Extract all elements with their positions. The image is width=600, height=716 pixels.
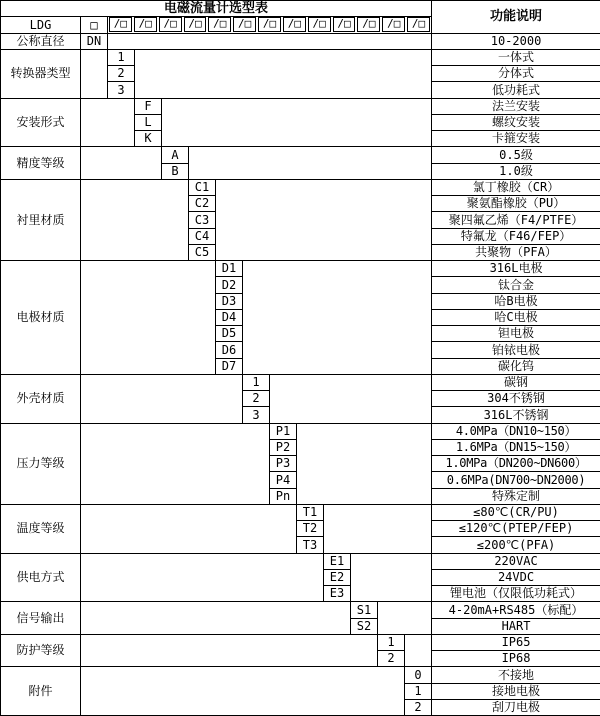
row-label-group: 电极材质	[1, 261, 81, 375]
model-box-row	[108, 17, 431, 32]
spacer-cell-right	[270, 374, 432, 423]
code-cell: 3	[108, 82, 135, 98]
model-code-box: /□	[159, 17, 182, 32]
model-code-box: /□	[357, 17, 380, 32]
model-code-box: /□	[333, 17, 356, 32]
code-cell: A	[162, 147, 189, 163]
spacer-cell-left	[81, 602, 351, 635]
code-cell: Pn	[270, 488, 297, 504]
spacer-cell-left	[81, 504, 297, 553]
spacer-cell-right	[324, 504, 432, 553]
desc-cell: 0.5级	[432, 147, 600, 163]
spacer-cell-right	[162, 98, 432, 147]
code-cell: S2	[351, 618, 378, 634]
desc-cell: 0.6MPa(DN700~DN2000)	[432, 472, 600, 488]
model-box-strip	[108, 17, 432, 33]
desc-cell: 卡箍安装	[432, 131, 600, 147]
code-cell: E2	[324, 569, 351, 585]
desc-cell: 低功耗式	[432, 82, 600, 98]
desc-cell: 4.0MPa（DN10~150）	[432, 423, 600, 439]
row-label-group: 附件	[1, 667, 81, 716]
desc-cell: 钽电极	[432, 326, 600, 342]
spacer-cell-left	[81, 98, 135, 147]
row-label-group: 外壳材质	[1, 374, 81, 423]
spacer-cell-left	[81, 147, 162, 180]
table-title: 电磁流量计选型表	[1, 1, 432, 17]
desc-cell: 24VDC	[432, 569, 600, 585]
spacer-cell-right	[243, 261, 432, 375]
desc-cell: IP68	[432, 651, 600, 667]
desc-cell: 316L电极	[432, 261, 600, 277]
code-cell: C4	[189, 228, 216, 244]
code-cell: 2	[405, 699, 432, 715]
desc-cell: 钛合金	[432, 277, 600, 293]
desc-cell: 铂铱电极	[432, 342, 600, 358]
code-cell-dn: DN	[81, 33, 108, 49]
row-label-group: 压力等级	[1, 423, 81, 504]
spacer-cell-right	[378, 602, 432, 635]
desc-cell: 碳化钨	[432, 358, 600, 374]
code-cell: B	[162, 163, 189, 179]
desc-cell: 共聚物（PFA）	[432, 244, 600, 260]
code-cell: 1	[405, 683, 432, 699]
model-code-box: /□	[283, 17, 306, 32]
desc-cell: 1.6MPa（DN15~150）	[432, 439, 600, 455]
code-cell: D3	[216, 293, 243, 309]
code-cell: T2	[297, 521, 324, 537]
spacer-cell-left	[81, 374, 243, 423]
desc-cell: 氯丁橡胶（CR）	[432, 179, 600, 195]
spacer-cell-right	[351, 553, 432, 602]
code-cell: P1	[270, 423, 297, 439]
model-code-box: /□	[233, 17, 256, 32]
spacer-cell-right	[135, 49, 432, 98]
desc-cell: 碳钢	[432, 374, 600, 390]
row-label-group: 转换器类型	[1, 49, 81, 98]
spacer-cell-left	[81, 49, 108, 98]
desc-cell: 法兰安装	[432, 98, 600, 114]
code-cell: E1	[324, 553, 351, 569]
desc-cell: 哈C电极	[432, 309, 600, 325]
desc-cell: 316L不锈钢	[432, 407, 600, 423]
code-cell: D4	[216, 309, 243, 325]
spacer-cell-left	[81, 553, 324, 602]
desc-cell: 接地电极	[432, 683, 600, 699]
code-cell: 2	[108, 66, 135, 82]
row-label-group: 防护等级	[1, 634, 81, 667]
desc-cell: 特氟龙（F46/FEP）	[432, 228, 600, 244]
spacer-cell-left	[81, 179, 189, 260]
desc-cell: 一体式	[432, 49, 600, 65]
code-cell: L	[135, 114, 162, 130]
code-cell: C2	[189, 196, 216, 212]
code-cell: 0	[405, 667, 432, 683]
code-cell: S1	[351, 602, 378, 618]
desc-cell: HART	[432, 618, 600, 634]
spacer-cell-left	[81, 423, 270, 504]
code-cell: C5	[189, 244, 216, 260]
desc-cell: 304不锈钢	[432, 391, 600, 407]
code-cell: P2	[270, 439, 297, 455]
row-label-group: 安装形式	[1, 98, 81, 147]
code-cell: E3	[324, 586, 351, 602]
spacer-cell-right	[216, 179, 432, 260]
code-cell: 2	[243, 391, 270, 407]
model-base-box: □	[81, 17, 108, 33]
model-code-box: /□	[208, 17, 231, 32]
code-cell: 2	[378, 651, 405, 667]
spacer-cell-left	[81, 667, 405, 716]
model-prefix: LDG	[1, 17, 81, 33]
function-header: 功能说明	[432, 1, 600, 34]
row-label-diameter: 公称直径	[1, 33, 81, 49]
model-code-box: /□	[407, 17, 430, 32]
desc-cell-diameter: 10-2000	[432, 33, 600, 49]
row-label-group: 衬里材质	[1, 179, 81, 260]
code-cell: D2	[216, 277, 243, 293]
spacer-cell-right	[405, 634, 432, 667]
desc-cell: 分体式	[432, 66, 600, 82]
code-cell: C3	[189, 212, 216, 228]
code-cell: D5	[216, 326, 243, 342]
desc-cell: 220VAC	[432, 553, 600, 569]
desc-cell: 不接地	[432, 667, 600, 683]
desc-cell: 1.0MPa（DN200~DN600）	[432, 456, 600, 472]
code-cell: P3	[270, 456, 297, 472]
code-cell: 1	[378, 634, 405, 650]
model-code-box: /□	[134, 17, 157, 32]
code-cell: T3	[297, 537, 324, 553]
model-code-box: /□	[308, 17, 331, 32]
desc-cell: 1.0级	[432, 163, 600, 179]
row-label-group: 供电方式	[1, 553, 81, 602]
desc-cell: 特殊定制	[432, 488, 600, 504]
desc-cell: 哈B电极	[432, 293, 600, 309]
spacer-cell-right	[297, 423, 432, 504]
spacer-cell-right	[189, 147, 432, 180]
row-label-group: 温度等级	[1, 504, 81, 553]
desc-cell: 聚四氟乙烯（F4/PTFE）	[432, 212, 600, 228]
code-cell: D7	[216, 358, 243, 374]
code-cell: 1	[243, 374, 270, 390]
desc-cell: 4-20mA+RS485（标配）	[432, 602, 600, 618]
model-code-box: /□	[382, 17, 405, 32]
code-cell: 3	[243, 407, 270, 423]
spacer-cell-left	[81, 634, 378, 667]
desc-cell: ≤200℃(PFA)	[432, 537, 600, 553]
row-label-group: 信号输出	[1, 602, 81, 635]
code-cell: P4	[270, 472, 297, 488]
code-cell: 1	[108, 49, 135, 65]
model-code-box: /□	[258, 17, 281, 32]
row-label-group: 精度等级	[1, 147, 81, 180]
model-code-box: /□	[109, 17, 132, 32]
desc-cell: 刮刀电极	[432, 699, 600, 715]
desc-cell: 聚氨酯橡胶（PU）	[432, 196, 600, 212]
code-cell: T1	[297, 504, 324, 520]
code-cell: K	[135, 131, 162, 147]
desc-cell: 锂电池（仅限低功耗式）	[432, 586, 600, 602]
code-cell: F	[135, 98, 162, 114]
spacer-cell	[108, 33, 432, 49]
desc-cell: ≤80℃(CR/PU)	[432, 504, 600, 520]
spacer-cell-left	[81, 261, 216, 375]
desc-cell: ≤120℃(PTEP/FEP)	[432, 521, 600, 537]
desc-cell: IP65	[432, 634, 600, 650]
code-cell: D1	[216, 261, 243, 277]
code-cell: C1	[189, 179, 216, 195]
model-code-box: /□	[184, 17, 207, 32]
code-cell: D6	[216, 342, 243, 358]
desc-cell: 螺纹安装	[432, 114, 600, 130]
